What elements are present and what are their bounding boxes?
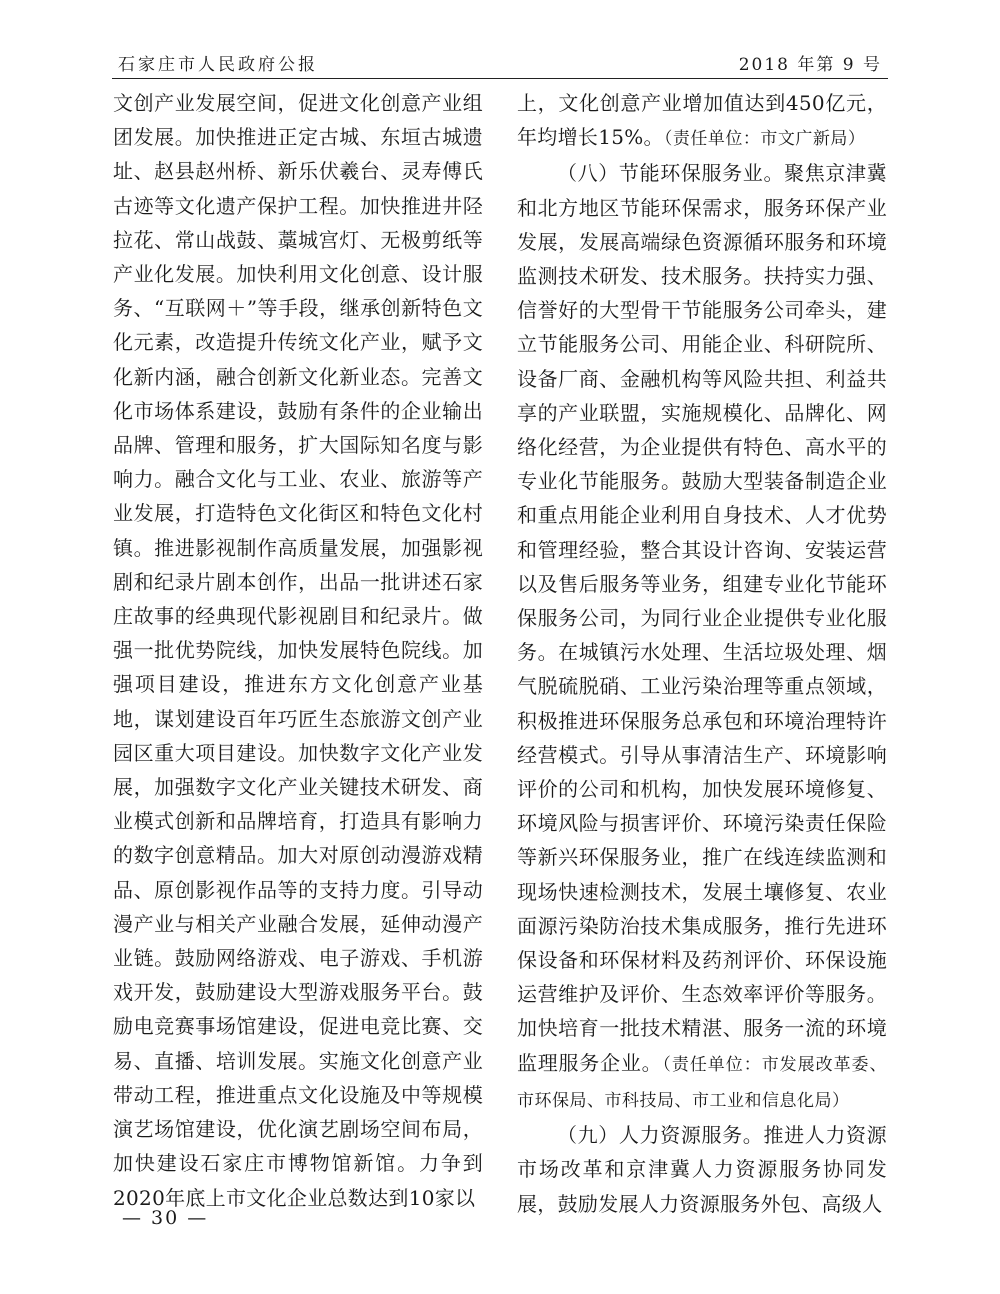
page-number: — 30 — [122, 1207, 209, 1229]
responsible-units: （责任单位：市发展改革委、市环保局、市科技局、市工业和信息化局） [517, 1054, 888, 1111]
section-human-resources-services [517, 1118, 887, 1221]
section-energy-saving-services [517, 156, 887, 1118]
publication-title: 石家庄市人民政府公报 [118, 55, 318, 75]
left-column [113, 86, 483, 1215]
paragraph-text: （九）人力资源服务。推进人力资源市场改革和京津冀人力资源服务协同发展，鼓励发展人力资源服务外包、高级人 [517, 1123, 887, 1216]
issue-number: 2018 年第 9 号 [738, 55, 882, 75]
right-column [517, 86, 887, 1221]
body-paragraph-continued [517, 86, 887, 156]
body-paragraph: 文创产业发展空间，促进文化创意产业组团发展。加快推进正定古城、东垣古城遗址、赵县赵州桥、新乐伏羲台、灵寿傅氏古迹等文化遗产保护工程。加快推进井陉拉花、常山战鼓、藁城宫灯、无极剪纸等产业化发展。加快利用文化创意、设计服务、“互联网＋”等手段，继承创新特色文化元素，改造提升传统文化产业，赋予文化新内涵，融合创新文化新业态。完善文化市场体系建设，鼓励有条件的企业输出品牌、管理和服务，扩大国际知名度与影响力。融合文化与工业、农业、旅游等产业发展，打造特色文化街区和特色文化村镇。推进影视制作高质量发展，加强影视剧和纪录片剧本创作，出品一批讲述石家庄故事的经典现代影视剧目和纪录片。做强一批优势院线，加快发展特色院线。加强项目建设，推进东方文化创意产业基地，谋划建设百年巧匠生态旅游文创产业园区重大项目建设。加快数字文化产业发展，加强数字文化产业关键技术研发、商业模式创新和品牌培育，打造具有影响力的数字创意精品。加大对原创动漫游戏精品、原创影视作品等的支持力度。引导动漫产业与相关产业融合发展，延伸动漫产业链。鼓励网络游戏、电子游戏、手机游戏开发，鼓励建设大型游戏服务平台。鼓励电竞赛事场馆建设，促进电竞比赛、交易、直播、培训发展。实施文化创意产业带动工程，推进重点文化设施及中等规模演艺场馆建设，优化演艺剧场空间布局，加快建设石家庄市博物馆新馆。力争到2020年底上市文化企业总数达到10家以 [113, 91, 483, 1210]
page-header [112, 48, 888, 79]
paragraph-text: （八）节能环保服务业。聚焦京津冀和北方地区节能环保需求，服务环保产业发展，发展高端绿色资源循环服务和环境监测技术研发、技术服务。扶持实力强、信誉好的大型骨干节能服务公司牵头，建立节能服务公司、用能企业、科研院所、设备厂商、金融机构等风险共担、利益共享的产业联盟，实施规模化、品牌化、网络化经营，为企业提供有特色、高水平的专业化节能服务。鼓励大型装备制造企业和重点用能企业利用自身技术、人才优势和管理经验，整合其设计咨询、安装运营以及售后服务等业务，组建专业化节能环保服务公司，为同行业企业提供专业化服务。在城镇污水处理、生活垃圾处理、烟气脱硫脱硝、工业污染治理等重点领域，积极推进环保服务总承包和环境治理特许经营模式。引导从事清洁生产、环境影响评价的公司和机构，加快发展环境修复、环境风险与损害评价、环境污染责任保险等新兴环保服务业，推广在线连续监测和现场快速检测技术，发展土壤修复、农业面源污染防治技术集成服务，推行先进环保设备和环保材料及药剂评价、环保设施运营维护及评价、生态效率评价等服务。加快培育一批技术精湛、服务一流的环境监理服务企业。 [517, 161, 887, 1075]
paragraph-text: 上，文化创意产业增加值达到450亿元，年均增长15%。 [517, 91, 887, 150]
responsible-units: （责任单位：市文广新局） [663, 129, 866, 150]
